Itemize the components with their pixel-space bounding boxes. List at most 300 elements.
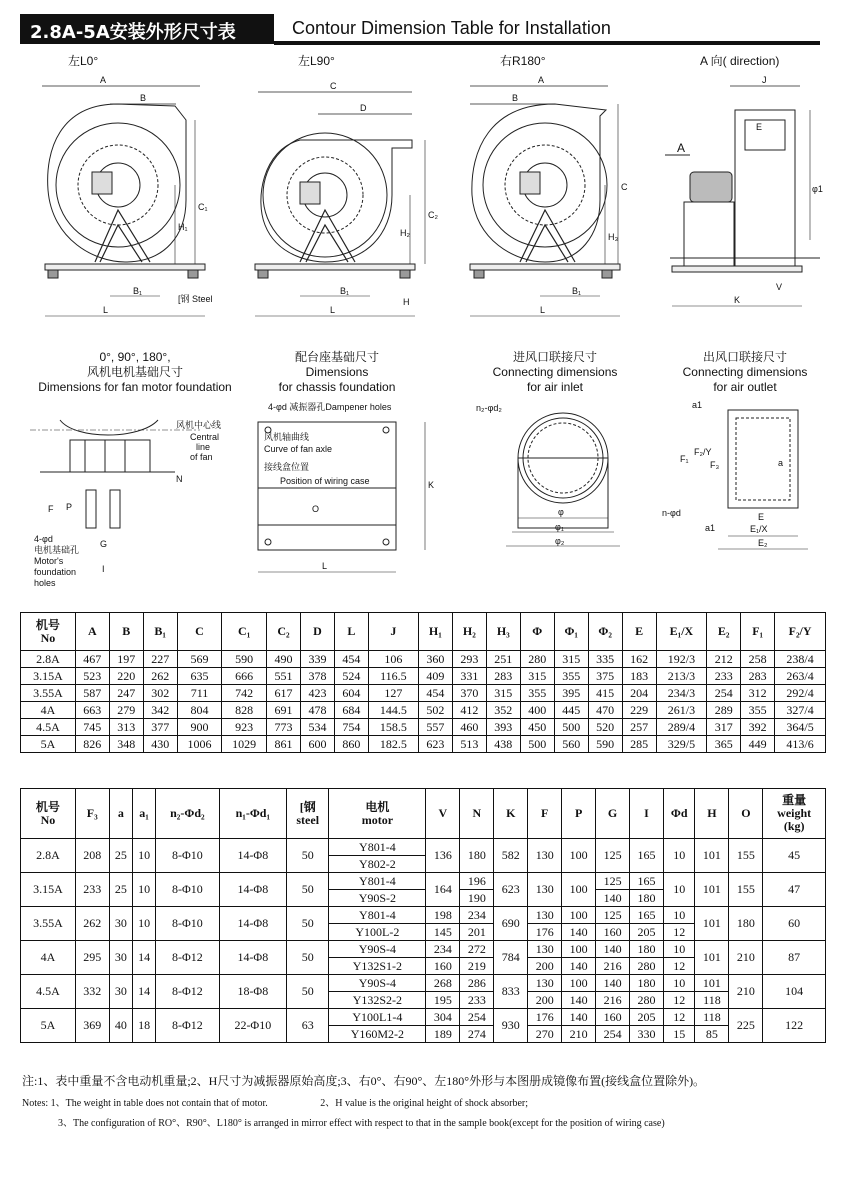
table-cell: 4.5A bbox=[21, 719, 76, 736]
table-cell: 520 bbox=[588, 719, 622, 736]
table-cell: 125 bbox=[596, 873, 630, 890]
table-cell: 101 bbox=[695, 941, 729, 975]
table-cell: 160 bbox=[596, 1009, 630, 1026]
table-cell: 2.8A bbox=[21, 651, 76, 668]
dim-o: O bbox=[312, 504, 320, 514]
dim-p: P bbox=[66, 502, 73, 512]
dim-l-view2: L bbox=[330, 305, 336, 315]
table-cell: 600 bbox=[300, 736, 334, 753]
table-cell: 204 bbox=[622, 685, 656, 702]
fan-view-a-direction bbox=[665, 75, 823, 306]
fan-center-en1: Central bbox=[190, 432, 220, 442]
table-cell: 262 bbox=[75, 907, 109, 941]
table-cell: 233 bbox=[460, 992, 494, 1009]
table-cell: 8-Φ12 bbox=[156, 1009, 219, 1043]
wiring-en: Position of wiring case bbox=[280, 476, 370, 486]
table-cell: 342 bbox=[143, 702, 177, 719]
table-cell: 14-Φ8 bbox=[219, 839, 286, 873]
table-cell: 312 bbox=[741, 685, 775, 702]
table-cell: 145 bbox=[426, 924, 460, 941]
table-cell: 140 bbox=[596, 890, 630, 907]
dim-i: I bbox=[102, 564, 105, 574]
table-cell: 375 bbox=[588, 668, 622, 685]
table-cell: 10 bbox=[663, 839, 694, 873]
fan-axle-cn: 风机轴曲线 bbox=[264, 432, 310, 442]
table-cell: Y90S-4 bbox=[329, 975, 426, 992]
table-cell: 14 bbox=[132, 941, 155, 975]
table-cell: 500 bbox=[554, 719, 588, 736]
table-cell: 478 bbox=[300, 702, 334, 719]
dim-a-outlet: a bbox=[778, 458, 784, 468]
table-cell: 355 bbox=[554, 668, 588, 685]
table-1-header bbox=[21, 613, 826, 651]
table-cell: 274 bbox=[460, 1026, 494, 1043]
inlet-holes: n₂-φd₂ bbox=[476, 403, 502, 413]
table-cell: 280 bbox=[630, 958, 664, 975]
table-cell: 900 bbox=[177, 719, 222, 736]
table-cell: 450 bbox=[520, 719, 554, 736]
table-cell: 219 bbox=[460, 958, 494, 975]
table-cell: 201 bbox=[460, 924, 494, 941]
fan-view-l90 bbox=[255, 81, 438, 316]
table-1-header-cell: E₂ bbox=[707, 613, 741, 651]
table-cell: 180 bbox=[630, 941, 664, 958]
table-cell: 190 bbox=[460, 890, 494, 907]
table-2-header-cell: P bbox=[562, 789, 596, 839]
dim-h3: H₃ bbox=[608, 232, 619, 242]
table-cell: 1029 bbox=[222, 736, 267, 753]
table-cell: 315 bbox=[486, 685, 520, 702]
motor-foundation-angles: 0°, 90°, 180°, bbox=[99, 350, 171, 364]
table-2-header-cell: N bbox=[460, 789, 494, 839]
table-cell: 289 bbox=[707, 702, 741, 719]
table-cell: 220 bbox=[109, 668, 143, 685]
table-cell: Y100L-2 bbox=[329, 924, 426, 941]
table-cell: 200 bbox=[528, 992, 562, 1009]
table-1-header-cell: 机号 No bbox=[21, 613, 76, 651]
table-cell: 860 bbox=[334, 736, 368, 753]
table-cell: 216 bbox=[596, 958, 630, 975]
table-cell: 30 bbox=[109, 907, 132, 941]
table-cell: 524 bbox=[334, 668, 368, 685]
dim-n: N bbox=[176, 474, 183, 484]
table-cell: 460 bbox=[452, 719, 486, 736]
table-cell: 502 bbox=[418, 702, 452, 719]
table-cell: 233 bbox=[75, 873, 109, 907]
dim-phi: φ bbox=[558, 507, 564, 517]
table-cell: 317 bbox=[707, 719, 741, 736]
table-cell: 254 bbox=[596, 1026, 630, 1043]
table-cell: 348 bbox=[109, 736, 143, 753]
table-cell: 5A bbox=[21, 1009, 76, 1043]
table-cell: 8-Φ10 bbox=[156, 873, 219, 907]
table-cell: 369 bbox=[75, 1009, 109, 1043]
table-cell: 313 bbox=[109, 719, 143, 736]
dim-phi2: φ₂ bbox=[555, 536, 565, 546]
table-cell: 50 bbox=[287, 907, 329, 941]
inlet-drawing bbox=[476, 403, 620, 546]
table-cell: 140 bbox=[596, 975, 630, 992]
table-row bbox=[21, 685, 826, 702]
table-cell: 623 bbox=[494, 873, 528, 907]
table-cell: 140 bbox=[562, 1009, 596, 1026]
table-1-header-cell: B₁ bbox=[143, 613, 177, 651]
table-cell: 208 bbox=[75, 839, 109, 873]
table-cell: 261/3 bbox=[656, 702, 707, 719]
table-cell: 454 bbox=[418, 685, 452, 702]
table-cell: 50 bbox=[287, 839, 329, 873]
table-cell: 125 bbox=[596, 907, 630, 924]
table-cell: 229 bbox=[622, 702, 656, 719]
view-label-l90: 左L90° bbox=[298, 54, 335, 68]
table-cell: 18-Φ8 bbox=[219, 975, 286, 1009]
dim-d: D bbox=[360, 103, 367, 113]
table-cell: 101 bbox=[695, 873, 729, 907]
table-1-header-cell: C₁ bbox=[222, 613, 267, 651]
table-cell: 210 bbox=[562, 1026, 596, 1043]
fan-view-r180 bbox=[470, 75, 628, 316]
dim-k-chassis: K bbox=[428, 480, 435, 490]
table-row bbox=[21, 668, 826, 685]
table-cell: 140 bbox=[562, 958, 596, 975]
dimension-table-1 bbox=[20, 612, 826, 753]
table-cell: 210 bbox=[729, 975, 763, 1009]
table-cell: 160 bbox=[596, 924, 630, 941]
table-cell: 12 bbox=[663, 992, 694, 1009]
table-cell: 590 bbox=[588, 736, 622, 753]
table-row bbox=[21, 1009, 826, 1026]
dim-g: G bbox=[100, 539, 108, 549]
table-row bbox=[21, 839, 826, 856]
table-cell: 3.55A bbox=[21, 685, 76, 702]
dim-h2: H₂ bbox=[400, 228, 410, 238]
table-cell: 784 bbox=[494, 941, 528, 975]
table-cell: 923 bbox=[222, 719, 267, 736]
table-cell: 183 bbox=[622, 668, 656, 685]
table-cell: 423 bbox=[300, 685, 334, 702]
fan-view-l0 bbox=[42, 75, 213, 316]
dim-b-view3: B bbox=[512, 93, 519, 103]
table-cell: 213/3 bbox=[656, 668, 707, 685]
table-cell: 140 bbox=[562, 924, 596, 941]
table-cell: 10 bbox=[663, 873, 694, 907]
table-cell: 604 bbox=[334, 685, 368, 702]
inlet-en2: for air inlet bbox=[526, 380, 584, 394]
table-cell: 180 bbox=[729, 907, 763, 941]
table-cell: 100 bbox=[562, 941, 596, 958]
dim-l-view3: L bbox=[540, 305, 546, 315]
table-cell: 262 bbox=[143, 668, 177, 685]
dim-e2: E₂ bbox=[758, 538, 768, 548]
dim-b1: B₁ bbox=[133, 286, 143, 296]
table-cell: 63 bbox=[287, 1009, 329, 1043]
table-cell: 470 bbox=[588, 702, 622, 719]
dim-j: J bbox=[762, 75, 767, 85]
table-cell: 144.5 bbox=[368, 702, 418, 719]
table-1-header-cell: L bbox=[334, 613, 368, 651]
table-cell: 377 bbox=[143, 719, 177, 736]
table-cell: 180 bbox=[630, 975, 664, 992]
table-2-header-cell: [钢 steel bbox=[287, 789, 329, 839]
table-cell: 10 bbox=[132, 907, 155, 941]
chassis-en1: Dimensions bbox=[305, 365, 369, 379]
table-1-header-cell: H₁ bbox=[418, 613, 452, 651]
view-label-l0: 左L0° bbox=[68, 54, 99, 68]
table-cell: 826 bbox=[75, 736, 109, 753]
table-cell: 101 bbox=[695, 975, 729, 992]
table-cell: 490 bbox=[267, 651, 301, 668]
view-label-r180: 右R180° bbox=[500, 54, 546, 68]
table-cell: Y160M2-2 bbox=[329, 1026, 426, 1043]
table-cell: 25 bbox=[109, 873, 132, 907]
table-cell: 85 bbox=[695, 1026, 729, 1043]
table-cell: 289/4 bbox=[656, 719, 707, 736]
table-cell: 534 bbox=[300, 719, 334, 736]
table-cell: 293 bbox=[452, 651, 486, 668]
table-cell: 833 bbox=[494, 975, 528, 1009]
table-cell: 268 bbox=[426, 975, 460, 992]
table-cell: 3.55A bbox=[21, 907, 76, 941]
dim-l: L bbox=[103, 305, 109, 315]
table-cell: 560 bbox=[554, 736, 588, 753]
table-1-header-cell: J bbox=[368, 613, 418, 651]
table-cell: 582 bbox=[494, 839, 528, 873]
table-cell: 690 bbox=[494, 907, 528, 941]
dim-a: A bbox=[100, 75, 107, 85]
table-cell: 200 bbox=[528, 958, 562, 975]
motor-foundation-drawing bbox=[30, 419, 221, 588]
table-cell: 754 bbox=[334, 719, 368, 736]
table-cell: 251 bbox=[486, 651, 520, 668]
dim-f3: F₃ bbox=[710, 460, 720, 470]
table-1-header-cell: C₂ bbox=[267, 613, 301, 651]
table-cell: 280 bbox=[520, 651, 554, 668]
table-row bbox=[21, 719, 826, 736]
table-cell: 47 bbox=[763, 873, 826, 907]
table-2-header bbox=[21, 789, 826, 839]
motor-holes-cn: 4-φd bbox=[34, 534, 53, 544]
dim-phi1: φ1 bbox=[812, 184, 823, 194]
table-cell: 50 bbox=[287, 975, 329, 1009]
table-cell: 355 bbox=[741, 702, 775, 719]
table-cell: 136 bbox=[426, 839, 460, 873]
table-cell: Y801-4 bbox=[329, 839, 426, 856]
table-cell: 304 bbox=[426, 1009, 460, 1026]
table-cell: 355 bbox=[520, 685, 554, 702]
table-cell: 116.5 bbox=[368, 668, 418, 685]
table-cell: 87 bbox=[763, 941, 826, 975]
table-cell: 2.8A bbox=[21, 839, 76, 873]
table-cell: 192/3 bbox=[656, 651, 707, 668]
table-2-header-cell: a₁ bbox=[132, 789, 155, 839]
table-cell: 711 bbox=[177, 685, 222, 702]
table-cell: 10 bbox=[663, 907, 694, 924]
steel-label: [钢 Steel bbox=[178, 294, 213, 304]
table-2-header-cell: F bbox=[528, 789, 562, 839]
table-row bbox=[21, 873, 826, 890]
table-cell: 292/4 bbox=[775, 685, 826, 702]
dim-b1-view3: B₁ bbox=[572, 286, 582, 296]
dim-c2: C₂ bbox=[428, 210, 438, 220]
wiring-cn: 接线盒位置 bbox=[264, 462, 310, 472]
table-cell: 315 bbox=[554, 651, 588, 668]
table-cell: 118 bbox=[695, 1009, 729, 1026]
table-cell: 50 bbox=[287, 873, 329, 907]
table-cell: 104 bbox=[763, 975, 826, 1009]
table-cell: 295 bbox=[75, 941, 109, 975]
table-cell: 302 bbox=[143, 685, 177, 702]
table-cell: 413/6 bbox=[775, 736, 826, 753]
table-1-header-cell: D bbox=[300, 613, 334, 651]
table-2-header-cell: n₁-Φd₁ bbox=[219, 789, 286, 839]
table-cell: 155 bbox=[729, 839, 763, 873]
outlet-drawing bbox=[662, 400, 808, 549]
table-cell: 50 bbox=[287, 941, 329, 975]
dimension-table-2 bbox=[20, 788, 826, 1043]
table-cell: 238/4 bbox=[775, 651, 826, 668]
table-cell: Y802-2 bbox=[329, 856, 426, 873]
table-cell: 590 bbox=[222, 651, 267, 668]
dim-f: F bbox=[48, 504, 54, 514]
table-cell: 272 bbox=[460, 941, 494, 958]
table-cell: 100 bbox=[562, 873, 596, 907]
table-cell: 400 bbox=[520, 702, 554, 719]
table-cell: 130 bbox=[528, 873, 562, 907]
table-cell: 127 bbox=[368, 685, 418, 702]
table-cell: 60 bbox=[763, 907, 826, 941]
table-cell: 684 bbox=[334, 702, 368, 719]
table-cell: 10 bbox=[663, 975, 694, 992]
dim-e1x: E₁/X bbox=[750, 524, 768, 534]
table-cell: 449 bbox=[741, 736, 775, 753]
table-cell: 10 bbox=[663, 941, 694, 958]
dim-v: V bbox=[776, 282, 783, 292]
table-cell: 635 bbox=[177, 668, 222, 685]
table-cell: 4.5A bbox=[21, 975, 76, 1009]
note-en-1b: 2、H value is the original height of shock absorber; bbox=[320, 1098, 529, 1109]
table-cell: 30 bbox=[109, 975, 132, 1009]
table-cell: 332 bbox=[75, 975, 109, 1009]
table-cell: 393 bbox=[486, 719, 520, 736]
table-cell: Y801-4 bbox=[329, 873, 426, 890]
table-2-header-cell: V bbox=[426, 789, 460, 839]
table-cell: 280 bbox=[630, 992, 664, 1009]
table-2-header-cell: 重量 weight (kg) bbox=[763, 789, 826, 839]
table-cell: 234 bbox=[426, 941, 460, 958]
table-cell: 513 bbox=[452, 736, 486, 753]
table-cell: 14-Φ8 bbox=[219, 873, 286, 907]
table-cell: 40 bbox=[109, 1009, 132, 1043]
table-cell: 623 bbox=[418, 736, 452, 753]
outlet-en1: Connecting dimensions bbox=[682, 365, 808, 379]
table-1-header-cell: Φ bbox=[520, 613, 554, 651]
table-2-header-cell: H bbox=[695, 789, 729, 839]
table-cell: 100 bbox=[562, 907, 596, 924]
table-cell: 430 bbox=[143, 736, 177, 753]
note-cn: 注:1、表中重量不含电动机重量;2、H尺寸为减振器原始高度;3、右0°、右90°、左180°外形与本图册成镜像布置(接线盒位置除外)。 bbox=[22, 1074, 706, 1088]
chassis-cn: 配台座基础尺寸 bbox=[294, 350, 379, 364]
table-2-header-cell: F₃ bbox=[75, 789, 109, 839]
table-cell: 4A bbox=[21, 941, 76, 975]
table-cell: 130 bbox=[528, 941, 562, 958]
english-title: Contour Dimension Table for Installation bbox=[292, 18, 611, 38]
table-cell: 164 bbox=[426, 873, 460, 907]
table-cell: 130 bbox=[528, 907, 562, 924]
table-cell: 557 bbox=[418, 719, 452, 736]
motor-foundation-cn: 风机电机基础尺寸 bbox=[86, 365, 183, 379]
table-cell: 12 bbox=[663, 1009, 694, 1026]
note-en-2: 3、The configuration of RO°、R90°、L180° is arranged in mirror effect with respect to that in the sample book(except for the position of wiring case) bbox=[58, 1118, 665, 1129]
table-cell: 45 bbox=[763, 839, 826, 873]
chinese-title: 2.8A-5A安装外形尺寸表 bbox=[30, 22, 236, 43]
motor-holes-en2: foundation bbox=[34, 567, 77, 577]
table-cell: Y90S-2 bbox=[329, 890, 426, 907]
table-cell: Y90S-4 bbox=[329, 941, 426, 958]
table-cell: 158.5 bbox=[368, 719, 418, 736]
table-row bbox=[21, 975, 826, 992]
table-cell: 30 bbox=[109, 941, 132, 975]
table-cell: 286 bbox=[460, 975, 494, 992]
table-row bbox=[21, 651, 826, 668]
table-cell: 140 bbox=[562, 992, 596, 1009]
table-cell: 330 bbox=[630, 1026, 664, 1043]
view-label-a-direction: A 向( direction) bbox=[700, 54, 780, 68]
dim-a1: a1 bbox=[692, 400, 703, 410]
dim-e-outlet: E bbox=[758, 512, 765, 522]
table-cell: 8-Φ10 bbox=[156, 839, 219, 873]
table-cell: 283 bbox=[741, 668, 775, 685]
table-cell: 392 bbox=[741, 719, 775, 736]
table-cell: 745 bbox=[75, 719, 109, 736]
table-row bbox=[21, 941, 826, 958]
dim-c1: C₁ bbox=[198, 202, 208, 212]
table-cell: 315 bbox=[520, 668, 554, 685]
table-cell: 587 bbox=[75, 685, 109, 702]
table-cell: 130 bbox=[528, 839, 562, 873]
table-cell: 331 bbox=[452, 668, 486, 685]
table-cell: 205 bbox=[630, 1009, 664, 1026]
table-cell: 254 bbox=[460, 1009, 494, 1026]
table-cell: 12 bbox=[663, 958, 694, 975]
table-cell: 263/4 bbox=[775, 668, 826, 685]
dim-phi1-inlet: φ₁ bbox=[555, 522, 564, 532]
fan-center-cn: 风机中心线 bbox=[176, 420, 222, 430]
table-cell: 247 bbox=[109, 685, 143, 702]
table-cell: Y132S2-2 bbox=[329, 992, 426, 1009]
table-cell: 10 bbox=[132, 873, 155, 907]
table-cell: 370 bbox=[452, 685, 486, 702]
table-cell: 467 bbox=[75, 651, 109, 668]
table-cell: 25 bbox=[109, 839, 132, 873]
table-cell: 691 bbox=[267, 702, 301, 719]
dim-f2y: F₂/Y bbox=[694, 447, 712, 457]
table-cell: 523 bbox=[75, 668, 109, 685]
table-2-header-cell: a bbox=[109, 789, 132, 839]
inlet-en1: Connecting dimensions bbox=[492, 365, 618, 379]
table-cell: 100 bbox=[562, 839, 596, 873]
dim-l-chassis: L bbox=[322, 561, 328, 571]
table-2-header-cell: O bbox=[729, 789, 763, 839]
table-cell: 861 bbox=[267, 736, 301, 753]
table-cell: 165 bbox=[630, 839, 664, 873]
table-cell: 279 bbox=[109, 702, 143, 719]
chassis-drawing bbox=[258, 401, 434, 572]
table-1-header-cell: H₃ bbox=[486, 613, 520, 651]
table-cell: 12 bbox=[663, 924, 694, 941]
table-1-header-cell: Φ₁ bbox=[554, 613, 588, 651]
table-cell: 196 bbox=[460, 873, 494, 890]
table-cell: 212 bbox=[707, 651, 741, 668]
